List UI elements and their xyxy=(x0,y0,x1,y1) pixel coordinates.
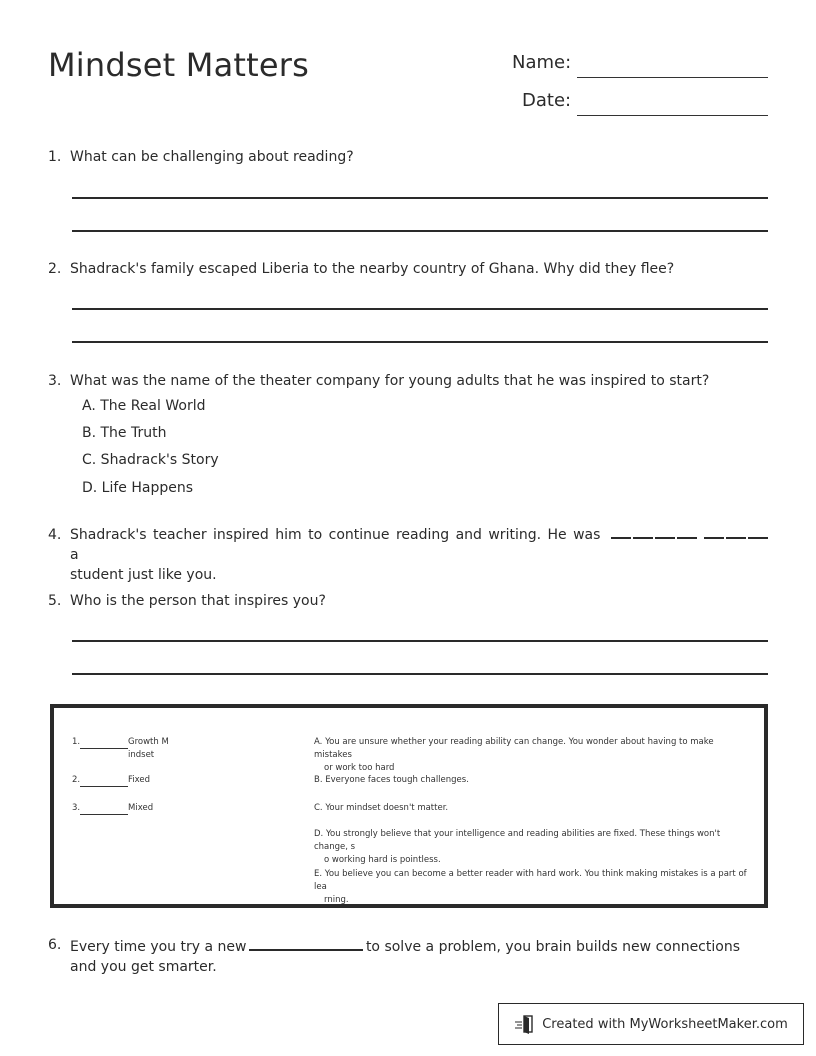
question-text: What can be challenging about reading? xyxy=(70,149,354,165)
term-number: 3. xyxy=(72,803,81,813)
answer-line[interactable] xyxy=(72,341,768,343)
question-text: What was the name of the theater company for young adults that he was inspired to start? xyxy=(70,373,710,389)
term-number: 1. xyxy=(72,737,81,747)
definition-d: D. You strongly believe that your intelligence and reading abilities are fixed. These things won't change, s o working hard is pointless. xyxy=(314,829,721,865)
definition-e: E. You believe you can become a better reader with hard work. You think making mistakes is a part of lea rning. xyxy=(314,869,747,905)
pencil-door-logo-icon xyxy=(514,1013,536,1035)
question-text: Who is the person that inspires you? xyxy=(70,593,326,609)
date-label: Date: xyxy=(522,90,572,111)
question-number: 4. xyxy=(48,527,62,543)
question-text-continued: to solve a problem, you brain builds new connections xyxy=(365,939,740,955)
name-field[interactable] xyxy=(577,77,768,78)
answer-line[interactable] xyxy=(72,673,768,675)
fill-in-blank[interactable] xyxy=(611,525,768,545)
footer-text: Created with MyWorksheetMaker.com xyxy=(542,1016,788,1032)
definition-a: A. You are unsure whether your reading ability can change. You wonder about having to make mistakes or work too hard xyxy=(314,737,714,773)
answer-line[interactable] xyxy=(72,308,768,310)
date-field[interactable] xyxy=(577,115,768,116)
question-1 xyxy=(0,147,816,167)
definition-b: B. Everyone faces tough challenges. xyxy=(314,775,469,785)
name-label: Name: xyxy=(512,52,572,73)
match-answer-blank[interactable] xyxy=(80,786,128,787)
matching-term-3 xyxy=(54,802,214,818)
choice-b[interactable]: B. The Truth xyxy=(82,425,167,441)
term-label: Growth M indset xyxy=(128,737,169,760)
answer-line[interactable] xyxy=(72,230,768,232)
question-2 xyxy=(0,259,816,279)
match-answer-blank[interactable] xyxy=(80,814,128,815)
question-3 xyxy=(0,371,816,391)
term-label: Fixed xyxy=(128,775,151,785)
question-number: 2. xyxy=(48,261,62,277)
term-number: 2. xyxy=(72,775,81,785)
question-text: Shadrack's family escaped Liberia to the nearby country of Ghana. Why did they flee? xyxy=(70,261,675,277)
answer-line[interactable] xyxy=(72,640,768,642)
question-text-continued: student just like you. xyxy=(70,567,217,583)
question-5 xyxy=(0,591,816,611)
question-4 xyxy=(0,525,816,583)
question-number: 3. xyxy=(48,373,62,389)
choice-c[interactable]: C. Shadrack's Story xyxy=(82,452,219,468)
definition-c: C. Your mindset doesn't matter. xyxy=(314,803,449,813)
question-number: 5. xyxy=(48,593,62,609)
question-text: Every time you try a new xyxy=(70,939,247,955)
choice-a[interactable]: A. The Real World xyxy=(82,398,206,414)
question-text-line2: and you get smarter. xyxy=(70,959,217,975)
choice-d[interactable]: D. Life Happens xyxy=(82,480,194,496)
matching-term-1 xyxy=(54,736,214,766)
matching-term-2 xyxy=(54,774,214,790)
question-6 xyxy=(0,935,816,975)
fill-in-blank[interactable] xyxy=(249,935,363,951)
matching-box xyxy=(50,704,768,908)
match-answer-blank[interactable] xyxy=(80,748,128,749)
footer-credit[interactable] xyxy=(498,1003,804,1045)
page-title: Mindset Matters xyxy=(48,46,309,84)
term-label: Mixed xyxy=(128,803,154,813)
question-number: 6. xyxy=(48,937,62,953)
question-text: Shadrack's teacher inspired him to continue reading and writing. He was a xyxy=(70,527,601,563)
answer-line[interactable] xyxy=(72,197,768,199)
question-number: 1. xyxy=(48,149,62,165)
